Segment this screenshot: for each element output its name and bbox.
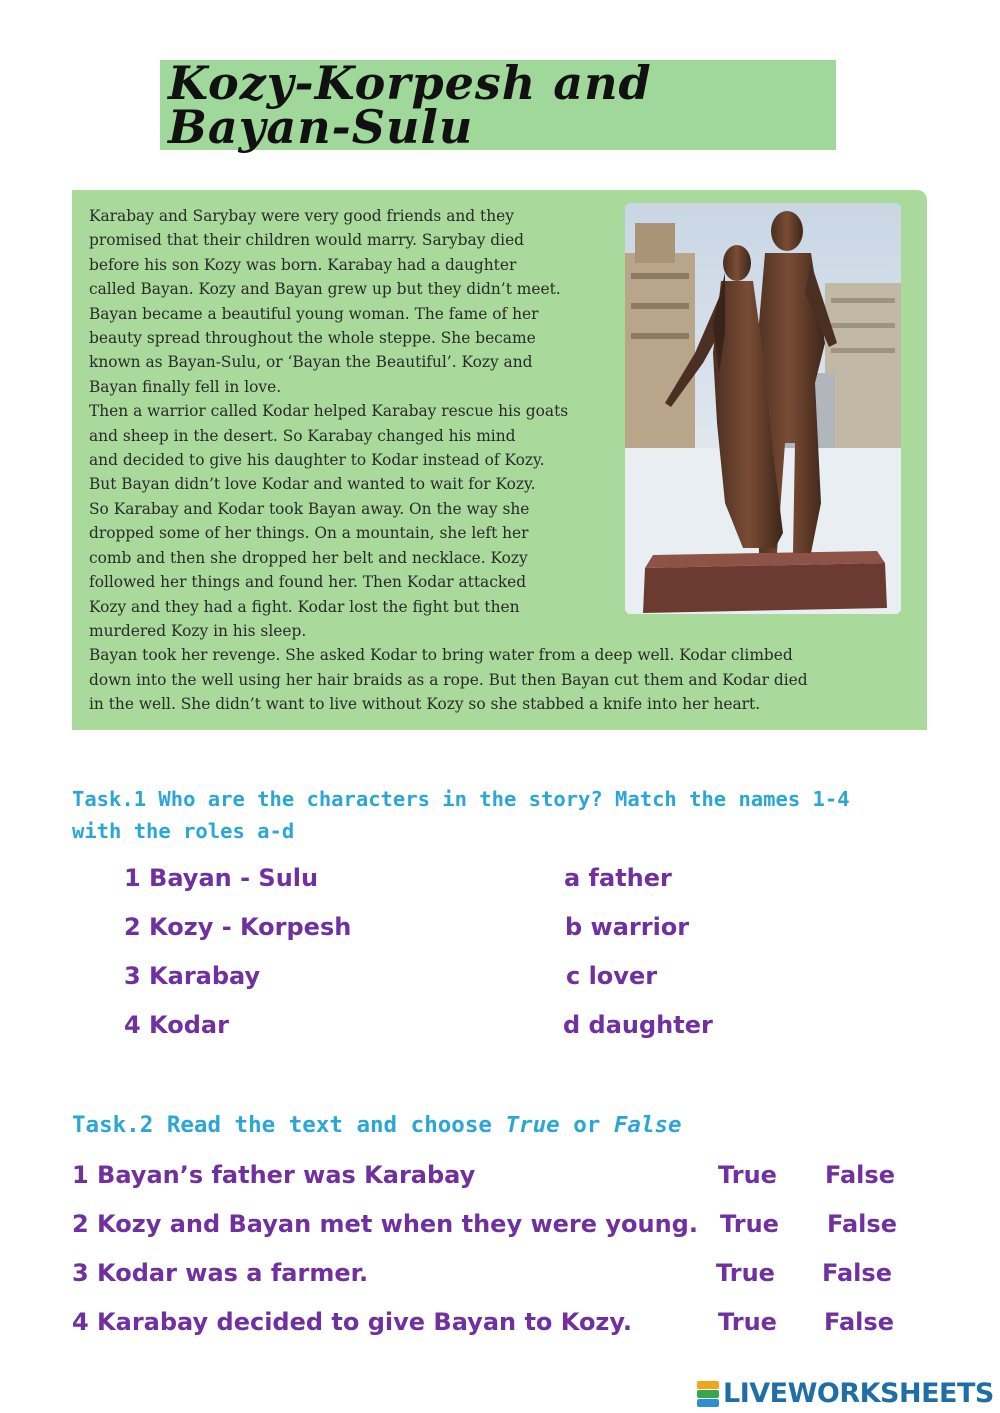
task1-role-d[interactable]: d daughter [563, 1011, 713, 1039]
task2-heading-false: False [613, 1112, 682, 1138]
task1-name-2: 2 Kozy - Korpesh [124, 913, 352, 941]
title-line-1: Kozy-Korpesh and [168, 56, 652, 110]
liveworksheets-badge-icon [697, 1381, 719, 1407]
story-line: known as Bayan-Sulu, or ‘Bayan the Beautiful’. Kozy and [89, 353, 533, 372]
story-line: in the well. She didn’t want to live without Kozy so she stabbed a knife into her heart. [89, 695, 761, 714]
story-line: called Bayan. Kozy and Bayan grew up but they didn’t meet. [89, 280, 561, 299]
task2-false-1[interactable]: False [825, 1161, 895, 1189]
story-line: Bayan took her revenge. She asked Kodar to bring water from a deep well. Kodar climbed [89, 646, 793, 665]
task1-name-3: 3 Karabay [124, 962, 261, 990]
task2-statement-2: 2 Kozy and Bayan met when they were young. [72, 1210, 698, 1238]
task1-role-b[interactable]: b warrior [565, 913, 690, 941]
task1-role-c[interactable]: c lover [566, 962, 658, 990]
story-line: followed her things and found her. Then Kodar attacked [89, 573, 527, 592]
task2-heading-or: or [559, 1112, 614, 1138]
story-line: promised that their children would marry. Sarybay died [89, 231, 525, 250]
story-line: comb and then she dropped her belt and necklace. Kozy [89, 548, 528, 567]
story-line: before his son Kozy was born. Karabay had a daughter [89, 255, 517, 274]
task1-role-a[interactable]: a father [564, 864, 672, 892]
story-box [72, 190, 927, 730]
task2-false-3[interactable]: False [822, 1259, 892, 1287]
story-line: and sheep in the desert. So Karabay changed his mind [89, 426, 516, 445]
story-line: Karabay and Sarybay were very good friends and they [89, 207, 514, 225]
title-banner [160, 56, 836, 154]
task2-true-3[interactable]: True [716, 1259, 775, 1287]
story-line: Kozy and they had a fight. Kodar lost the fight but then [89, 597, 520, 616]
task2-true-1[interactable]: True [718, 1161, 777, 1189]
story-line: Bayan became a beautiful young woman. The fame of her [89, 304, 539, 323]
title-line-2: Bayan-Sulu [168, 100, 474, 154]
task2-statement-3: 3 Kodar was a farmer. [72, 1259, 369, 1287]
task2-statement-1: 1 Bayan’s father was Karabay [72, 1161, 476, 1189]
task1-name-1: 1 Bayan - Sulu [124, 864, 319, 892]
task2-statement-4: 4 Karabay decided to give Bayan to Kozy. [72, 1308, 632, 1336]
story-line: But Bayan didn’t love Kodar and wanted to wait for Kozy. [89, 475, 536, 494]
task1-heading-line-1: Task.1 Who are the characters in the story? Match the names 1-4 [72, 787, 850, 811]
liveworksheets-brand: LIVEWORKSHEETS [723, 1378, 994, 1409]
statue-photo [625, 203, 901, 614]
task2-false-4[interactable]: False [824, 1308, 894, 1336]
story-line: Bayan finally fell in love. [89, 377, 282, 396]
task2-heading-true: True [505, 1112, 560, 1138]
story-line: beauty spread throughout the whole steppe. She became [89, 329, 536, 348]
task2-true-2[interactable]: True [720, 1210, 779, 1238]
liveworksheets-logo[interactable] [697, 1379, 997, 1409]
story-line: down into the well using her hair braids as a rope. But then Bayan cut them and Kodar died [89, 670, 808, 689]
story-line: dropped some of her things. On a mountain, she left her [89, 524, 529, 543]
task2-true-4[interactable]: True [718, 1308, 777, 1336]
story-line: murdered Kozy in his sleep. [89, 621, 307, 640]
task2-heading [72, 1109, 682, 1141]
task2-false-2[interactable]: False [827, 1210, 897, 1238]
task1-heading-line-2: with the roles a-d [72, 819, 295, 843]
task2-heading-prefix: Task.2 Read the text and choose [72, 1112, 506, 1138]
story-line: and decided to give his daughter to Kodar instead of Kozy. [89, 451, 545, 470]
story-line: So Karabay and Kodar took Bayan away. On the way she [89, 499, 530, 518]
task1-name-4: 4 Kodar [124, 1011, 229, 1039]
story-line: Then a warrior called Kodar helped Karabay rescue his goats [89, 402, 569, 421]
